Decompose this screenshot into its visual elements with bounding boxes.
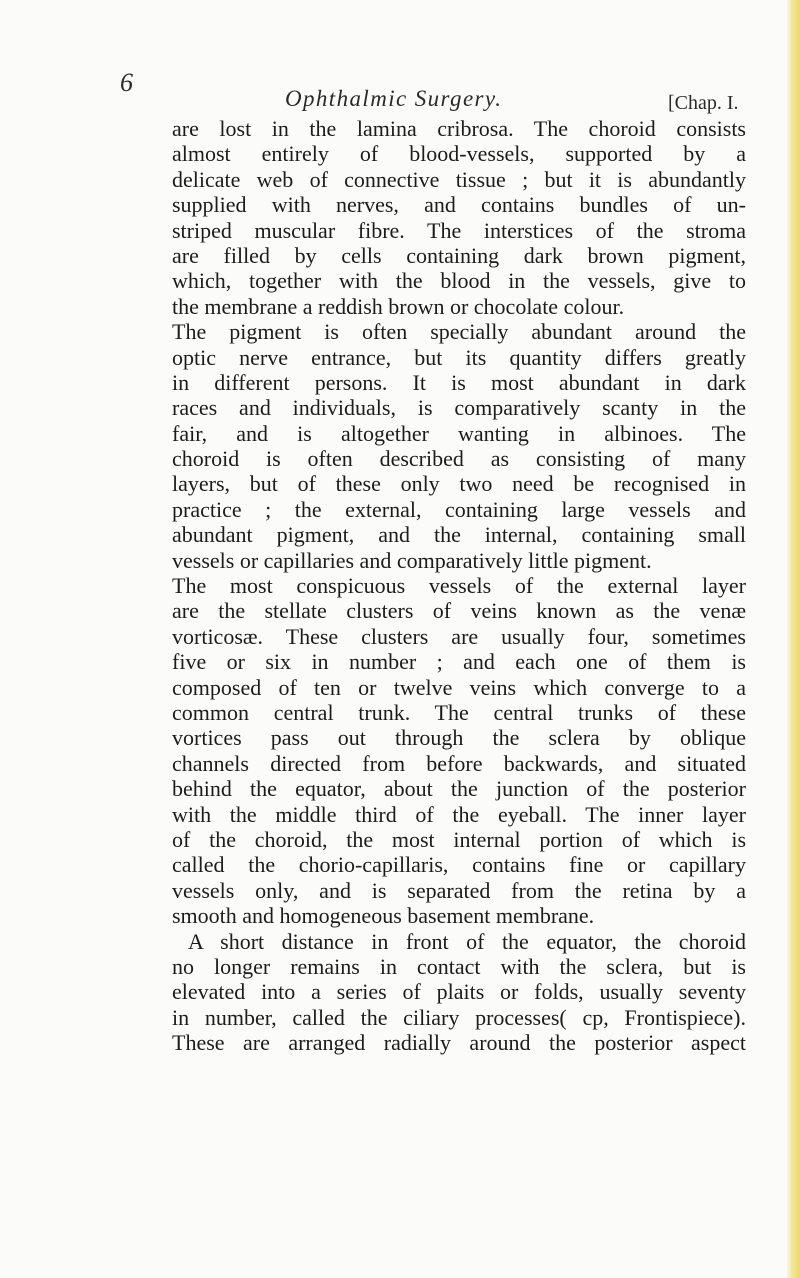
text-line: A short distance in front of the equator, the choroid [188, 928, 746, 954]
text-line: elevated into a series of plaits or folds, usually seventy [172, 979, 746, 1005]
text-line: races and individuals, is comparatively scanty in the [172, 395, 746, 421]
text-line: in different persons. It is most abundant in dark [172, 369, 746, 395]
text-line: are the stellate clusters of veins known as the venæ [172, 598, 746, 624]
text-line: called the chorio-capillaris, contains fine or capillary [172, 852, 746, 878]
text-line: vortices pass out through the sclera by oblique [172, 725, 746, 751]
text-line: These are arranged radially around the posterior aspect [172, 1030, 746, 1056]
text-line: five or six in number ; and each one of them is [172, 649, 746, 675]
text-line: smooth and homogeneous basement membrane. [172, 903, 595, 929]
text-line: channels directed from before backwards, and situated [172, 750, 746, 776]
text-line: fair, and is altogether wanting in albinoes. The [172, 420, 746, 446]
text-line: the membrane a reddish brown or chocolate colour. [172, 293, 625, 319]
body-text [172, 116, 746, 1055]
text-line: striped muscular fibre. The interstices of the stroma [172, 217, 746, 243]
text-line: supplied with nerves, and contains bundles of un- [172, 192, 746, 218]
text-line: abundant pigment, and the internal, containing small [172, 522, 746, 548]
text-line: common central trunk. The central trunks of these [172, 699, 746, 725]
text-line: with the middle third of the eyeball. The inner layer [172, 801, 746, 827]
text-line: composed of ten or twelve veins which converge to a [172, 674, 746, 700]
text-line: no longer remains in contact with the sclera, but is [172, 953, 746, 979]
running-title: Ophthalmic Surgery. [285, 86, 503, 111]
text-line: almost entirely of blood-vessels, supported by a [172, 141, 746, 167]
text-line: are filled by cells containing dark brown pigment, [172, 242, 746, 268]
chapter-marker: [Chap. I. [668, 92, 739, 114]
text-line: vessels only, and is separated from the retina by a [172, 877, 746, 903]
text-line: of the choroid, the most internal portion of which is [172, 826, 746, 852]
text-line: in number, called the ciliary processes( cp, Frontispiece). [172, 1004, 746, 1030]
page-number: 6 [120, 68, 133, 97]
text-line: vorticosæ. These clusters are usually four, sometimes [172, 623, 746, 649]
text-line: which, together with the blood in the vessels, give to [172, 268, 746, 294]
text-line: choroid is often described as consisting of many [172, 446, 746, 472]
text-line: The pigment is often specially abundant around the [172, 319, 746, 345]
text-line: optic nerve entrance, but its quantity differs greatly [172, 344, 746, 370]
text-line: delicate web of connective tissue ; but it is abundantly [172, 166, 746, 192]
text-line: The most conspicuous vessels of the external layer [172, 573, 746, 599]
text-line: practice ; the external, containing large vessels and [172, 496, 746, 522]
text-line: vessels or capillaries and comparatively little pigment. [172, 547, 652, 573]
text-line: behind the equator, about the junction of the posterior [172, 776, 746, 802]
page-edge-strip [786, 0, 800, 1278]
text-line: are lost in the lamina cribrosa. The choroid consists [172, 116, 746, 141]
text-line: layers, but of these only two need be recognised in [172, 471, 746, 497]
